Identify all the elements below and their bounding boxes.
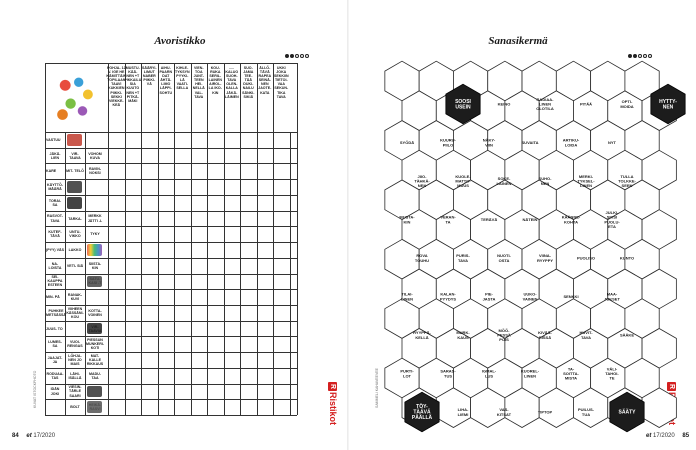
crayons-picture xyxy=(87,244,102,256)
difficulty-dot-empty xyxy=(638,54,642,58)
silhouette-picture xyxy=(67,181,82,193)
author-credit: SAMMELI KAHAVEEVEE xyxy=(375,367,379,408)
row-clue: LUMES- SA xyxy=(48,340,62,349)
row-clue: LÖHJA- NEN JO MAIS xyxy=(68,353,82,367)
hex-clue: HUVIT-TAVA xyxy=(579,330,593,340)
hex-clue: MÖÖ-PESSÄ POIS xyxy=(497,327,511,343)
header-clue: ÄLLÖ- TÄVÄ RAPEA SEINÄ- NEN JAOTE- KATA xyxy=(258,66,272,95)
hex-clue: JULKI-SIKSI PUOLU-ETA xyxy=(604,210,620,229)
row-clue: KOTTA- VOINEN xyxy=(88,308,102,317)
row-clue: IDÄN JOKI xyxy=(50,387,60,396)
hex-clue: VAS-KITSAT xyxy=(496,407,512,417)
hex-clue: PURIS-TAVA xyxy=(456,253,470,263)
row-clue: TORAI- SA xyxy=(48,198,62,207)
row-clue: (PYY) VÄS xyxy=(46,247,64,252)
hex-clue: SENKKI xyxy=(563,294,579,299)
hex-clue: TERÄVÄ xyxy=(480,217,498,222)
page-number: 85 xyxy=(682,433,690,439)
row-clue: KARE xyxy=(46,169,57,174)
row-clue: VETI- SIÄ xyxy=(66,263,84,268)
hex-clue: UUKO-VAINEN xyxy=(522,291,538,302)
hex-clue: SÄÄTY xyxy=(618,409,636,416)
issue-number: 17/2020 xyxy=(33,433,56,439)
hex-clue: MAA-JUKSET xyxy=(604,291,620,302)
people-picture xyxy=(87,386,102,398)
hex-clue: SÄÄKE xyxy=(619,332,635,338)
row-clue: MIN- PÄ xyxy=(46,295,60,300)
row-clue: SEI- KAUPPA ESTEEN xyxy=(47,275,63,288)
hex-clue: PUILUS-TUA xyxy=(578,407,594,417)
difficulty-dot-filled xyxy=(290,54,294,58)
hex-clue: VÄLI-TAHOI-TE xyxy=(605,366,619,381)
difficulty-dot-empty xyxy=(300,54,304,58)
header-clue: SUO- JAMA TEE- TÄÄ DUKI- NAILU SÄNKI- SIKIÄ xyxy=(242,66,255,99)
header-clue: MUSTU- KÄÄ- NEN +T PIKKAILU SIA KUUTO NEN +T PITKÄ- MÄKI xyxy=(124,66,142,103)
hex-clue: TULLA TOLKKE-SEEN xyxy=(618,173,636,189)
row-clue: LAKKO xyxy=(68,247,82,252)
row-clue: VIIHEEN KÄSSÄNI- KOU xyxy=(66,306,84,319)
row-clue: VOHOM KUVA xyxy=(88,151,102,160)
hex-clue: IGMAL-LUS xyxy=(481,368,497,379)
hex-clue: PIE-JASTA xyxy=(482,291,496,302)
bird-picture xyxy=(67,197,82,209)
header-clue: ..... KALUO SUOH- TAVA OLEN- KALLA JÄKÄ- LÄIMEN xyxy=(224,66,239,99)
row-clue xyxy=(86,180,104,195)
hex-clue: KEINO xyxy=(497,101,511,107)
row-clue: MADU- TAA xyxy=(89,371,101,380)
shoes-picture xyxy=(67,134,82,146)
hex-clue: JIIO-TÄHKÄ-NEN xyxy=(414,173,430,189)
hex-clue: PITÄÄ xyxy=(580,101,592,107)
page-title: Avoristikko xyxy=(154,35,206,47)
hex-clue: RADIAA-LINEN OLOTILA xyxy=(536,96,554,112)
row-clue: MIT- TELÖ xyxy=(66,169,84,174)
row-clue: MAT- KALLE RIKKAUS xyxy=(86,353,104,367)
runner-picture xyxy=(87,323,102,335)
difficulty-rating xyxy=(628,54,652,58)
header-clue: VIEN- TOA JUNT- TEEN HEI- NELLÄ VAL- TAVA xyxy=(192,66,205,99)
page-title: Sanasikermä xyxy=(488,35,548,47)
hex-clue: NÄKY-VIIN xyxy=(482,137,496,148)
grid-line xyxy=(45,415,297,416)
row-clue: TARKA- xyxy=(68,216,82,221)
hex-clue: KUOLE-MATTO-MUUS xyxy=(455,173,471,189)
row-clue xyxy=(86,290,104,305)
hex-clue: KALAN-PYYDYS xyxy=(439,291,457,302)
hex-clue: OPTI-MOIDA xyxy=(620,99,634,109)
hex-clue: TIPTOP xyxy=(537,409,553,415)
difficulty-dot-filled xyxy=(285,54,289,58)
difficulty-dot-empty xyxy=(295,54,299,58)
row-clue: RAVIN- NOKSI xyxy=(88,167,102,176)
hex-clue: HYTTY-NEN xyxy=(659,98,677,111)
row-clue: NA- LOISTA xyxy=(48,261,62,270)
hex-clue: KUOREL-LINEN xyxy=(520,368,540,379)
hex-clue: VERAN-TA xyxy=(440,214,456,225)
hex-clue: TILAI-LINEN xyxy=(401,291,413,302)
row-clue: VASTUU xyxy=(46,137,61,142)
hex-clue: KÄÄNNE-KOHTA xyxy=(561,214,581,225)
hex-clue: RYYPPÄ-KELLÄ xyxy=(413,330,431,340)
issue-number: 17/2020 xyxy=(653,433,675,439)
row-clue: MERKK JÄTTI -L xyxy=(87,214,103,223)
ristikot-r-icon: R xyxy=(668,383,676,390)
hex-clue: SOKE-LAINEN xyxy=(496,176,512,186)
hex-clue: SUVAITA xyxy=(521,140,539,145)
hex-clue: TA-SOITTA-MISTA xyxy=(563,366,579,381)
row-clue xyxy=(46,400,64,415)
hex-clue: SUHO-NEN xyxy=(538,176,552,186)
hex-clue: NÄTEIN xyxy=(522,217,538,222)
hex-clue: ARTIKU-LOIDA xyxy=(562,137,580,148)
row-clue xyxy=(66,321,84,336)
grid-border xyxy=(297,63,298,415)
header-clue: UKKI JOKA SEKKIIN TIETOI- VAA SEKUN- TIKA TAVA xyxy=(274,66,289,99)
hex-clue: MUSTA-KIN xyxy=(399,214,415,225)
cat-picture xyxy=(87,276,102,288)
header-clue: AIHU- PAARN DAT ÄHTÄ- LIMO LÄPPI- SOHTU xyxy=(159,66,173,95)
hex-clue: MERKI-TYKSEL-LINEN xyxy=(577,173,595,189)
magazine-name: et xyxy=(646,433,652,439)
hex-clue: PUOLISO xyxy=(576,255,596,261)
folio xyxy=(640,433,689,439)
row-clue: PIESSUN MUNKERI- KOTI xyxy=(86,338,104,351)
hex-clue: ROVA TOUHU xyxy=(414,253,430,263)
brand-label: Ristikot xyxy=(328,392,338,426)
header-clue: KIHLE- TYKSYN PYYKI- LÄ VAATI- SELLA xyxy=(175,66,190,91)
hex-clue: TÖY-TÄÄVÄ PÄÄLLÄ xyxy=(411,404,433,421)
magazine-name: et xyxy=(26,433,32,439)
hex-clue: SARAS-TUS xyxy=(440,368,456,379)
folio xyxy=(12,433,55,439)
page-number: 84 xyxy=(12,433,19,439)
row-clue: KÄYTTÖ- MÄÄRÄ xyxy=(47,183,63,192)
difficulty-dot-filled xyxy=(633,54,637,58)
difficulty-dot-empty xyxy=(648,54,652,58)
row-clue: JAAJAT- JA xyxy=(47,355,63,365)
hex-clue: KIVÄÄ-RISSÄ xyxy=(538,330,552,340)
header-clue: KOU- RUKA SERIL- LAINEN AIROL- LA IKO- KIN xyxy=(208,66,222,95)
row-clue: BOLT xyxy=(70,405,80,410)
hex-clue: SOOSI USEIN xyxy=(455,98,471,111)
hex-clue: NUOTI-OSTA xyxy=(497,253,511,263)
row-clue: VIESIN- TÄRLE SAARI xyxy=(68,385,82,398)
difficulty-rating xyxy=(285,54,309,58)
row-clue: VIR- TAAVA xyxy=(69,151,81,160)
hex-clue: KUNTO xyxy=(619,255,635,261)
header-clue: POHJA- 12 V. IGE HE KÄMITTÄIN TOPILAAN TAAVI KUKKIEN PIIKKI- SEKKI VIEKKE- KEÄ xyxy=(106,66,127,107)
difficulty-dot-empty xyxy=(305,54,309,58)
difficulty-dot-filled xyxy=(628,54,632,58)
photo-credit: KUVAT ISTOCKPHOTO xyxy=(33,370,37,408)
hex-clue: KUURU-PIILO xyxy=(440,137,456,148)
bottle-picture xyxy=(87,401,102,413)
row-clue: RASVOT- TAVA xyxy=(47,214,63,223)
hex-clue: LIHA-LIEMI xyxy=(457,407,469,417)
header-clue: SÄÄRYI- LIMUT NABER PIIKKI- VÄ xyxy=(141,66,157,87)
row-clue: KUTEF- TÄVÄ xyxy=(48,230,62,239)
row-clue: UNTU- VIKKO xyxy=(69,230,81,239)
row-clue: JUUS- TO xyxy=(46,326,63,331)
row-clue xyxy=(86,133,104,148)
hex-clue: SYÖDÄ xyxy=(399,140,415,145)
ristikot-r-icon: R xyxy=(329,383,337,390)
row-clue xyxy=(66,274,84,289)
row-clue xyxy=(86,196,104,211)
honeycomb-grid xyxy=(385,60,677,421)
row-clue: VUOI- RENGAS xyxy=(67,340,83,349)
row-clue: JÄKÄ- LIEN xyxy=(49,151,61,160)
hex-clue: PURTI-LOT xyxy=(400,368,414,379)
row-clue: PUHKEE METSÄSSÄ xyxy=(46,308,66,317)
row-clue: RANAK- KUVI xyxy=(67,293,83,302)
row-clue: RODUAA- TAS xyxy=(46,371,64,380)
people-group-picture xyxy=(49,67,103,128)
hex-clue: MURK-KAUS xyxy=(456,330,470,340)
hex-clue: NYT xyxy=(608,140,616,145)
row-clue: SIISTA- KIN xyxy=(88,261,102,270)
row-clue: TYKY xyxy=(90,232,100,237)
row-clue: LÄHI- ISÄLLÄ xyxy=(68,371,82,380)
difficulty-dot-empty xyxy=(643,54,647,58)
ristikot-logo xyxy=(327,382,339,432)
hex-clue: VIINA-RYYPPY xyxy=(536,253,554,263)
